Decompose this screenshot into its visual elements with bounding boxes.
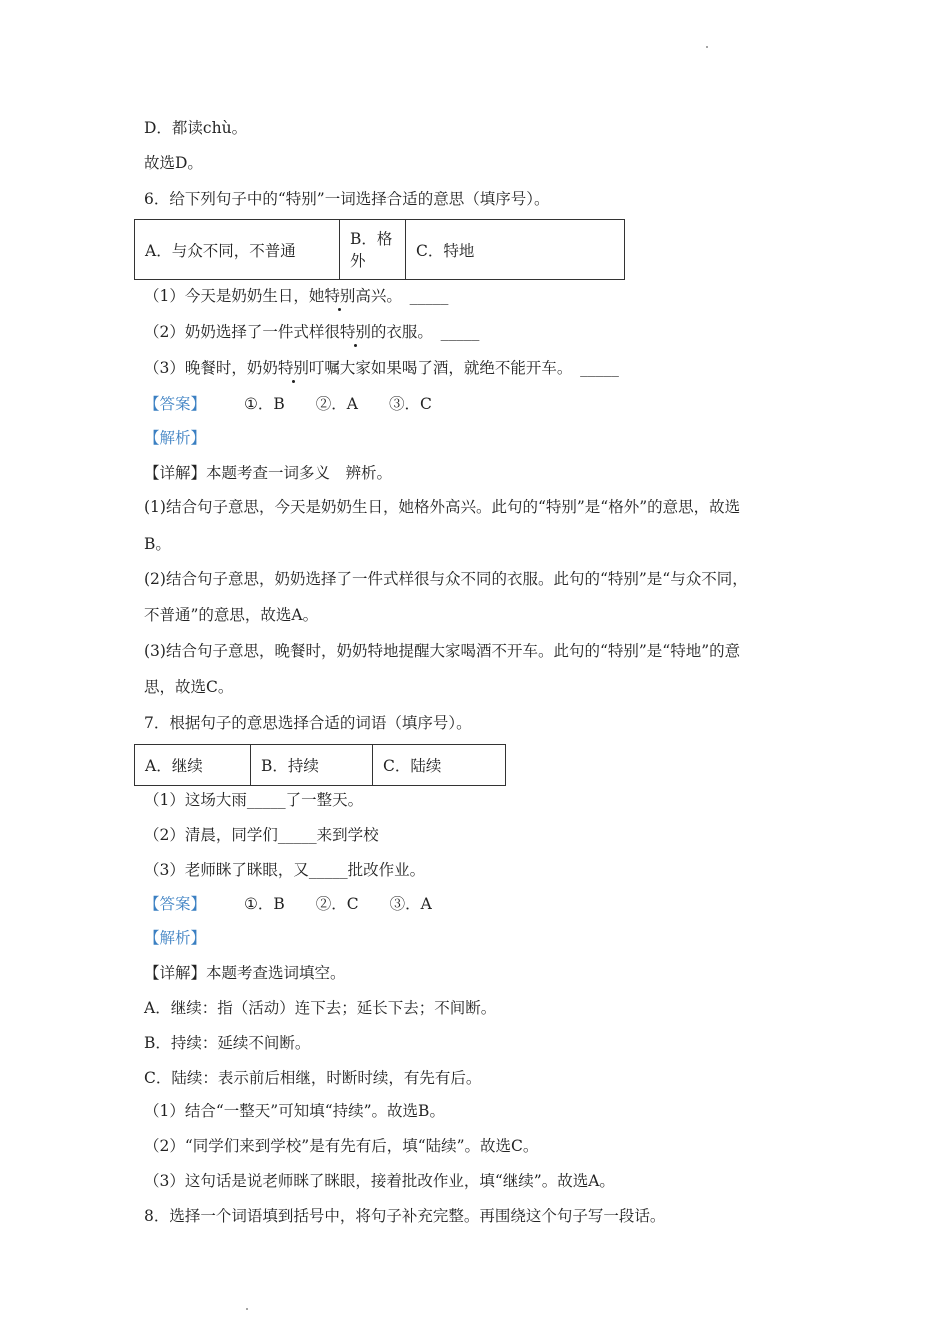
q6-sentence-1 (144, 286, 448, 306)
q7-answers: ①．B ②．C ③．A (244, 895, 432, 913)
q6-s2-pre: （2）奶奶选择了一件式样很 (144, 323, 340, 341)
q7-sentence-3: （3）老师眯了眯眼，又_____批改作业。 (144, 861, 426, 879)
question-7-options-table (134, 744, 506, 786)
q6-detail-6: (3)结合句子意思，晚餐时，奶奶特地提醒大家喝酒不开车。此句的“特别”是“特地”的意 (144, 642, 741, 660)
q6-detail-2: (1)结合句子意思，今天是奶奶生日，她格外高兴。此句的“特别”是“格外”的意思，故选 (144, 498, 741, 516)
q7-detail-6: （2）“同学们来到学校”是有先有后，填“陆续”。故选C。 (144, 1137, 539, 1155)
q6-detail-3: B。 (144, 535, 171, 553)
q6-analysis-tag: 【解析】 (144, 429, 207, 447)
q6-s2-emphasis: 特别 (339, 323, 371, 341)
q6-detail-7: 思，故选C。 (144, 678, 234, 696)
option-b-cell: B．格外 (340, 220, 406, 280)
question-8-title: 8．选择一个词语填到括号中，将句子补充完整。再围绕这个句子写一段话。 (144, 1207, 666, 1225)
option-c-cell: C．陆续 (373, 745, 506, 786)
q6-s1-emphasis: 特别 (324, 287, 356, 305)
question-6-options-table (134, 219, 625, 280)
q6-s3-emphasis: 特别 (277, 359, 309, 377)
q6-s1-post: 高兴。 _____ (355, 287, 449, 305)
q6-s3-post: 叮嘱大家如果喝了酒，就绝不能开车。 _____ (308, 359, 619, 377)
q7-detail-1: 【详解】本题考查选词填空。 (144, 964, 346, 982)
option-b-cell: B．持续 (251, 745, 373, 786)
q6-s1-pre: （1）今天是奶奶生日，她 (144, 287, 325, 305)
q6-detail-5: 不普通”的意思，故选A。 (144, 606, 319, 624)
q7-detail-3: B．持续：延续不间断。 (144, 1034, 311, 1052)
q6-s3-pre: （3）晚餐时，奶奶 (144, 359, 278, 377)
top-dot-mark (706, 46, 708, 48)
q7-detail-4: C．陆续：表示前后相继，时断时续，有先有后。 (144, 1069, 482, 1087)
q7-analysis-tag: 【解析】 (144, 929, 207, 947)
answer-tag: 【答案】 (144, 895, 207, 913)
q7-detail-7: （3）这句话是说老师眯了眯眼，接着批改作业，填“继续”。故选A。 (144, 1172, 615, 1190)
q6-sentence-3 (144, 358, 619, 378)
option-c-cell: C．特地 (406, 220, 625, 280)
q7-sentence-1: （1）这场大雨_____了一整天。 (144, 791, 364, 809)
question-7-title: 7．根据句子的意思选择合适的词语（填序号）。 (144, 714, 472, 732)
q7-detail-5: （1）结合“一整天”可知填“持续”。故选B。 (144, 1102, 445, 1120)
q6-s2-post: 的衣服。 _____ (370, 323, 480, 341)
bottom-dot-mark (246, 1308, 248, 1310)
option-a-cell: A．与众不同，不普通 (135, 220, 340, 280)
question-6-title: 6．给下列句子中的“特别”一词选择合适的意思（填序号）。 (144, 190, 550, 208)
answer-line: 故选D。 (144, 154, 203, 172)
q6-detail-4: (2)结合句子意思，奶奶选择了一件式样很与众不同的衣服。此句的“特别”是“与众不同， (144, 570, 748, 588)
q6-sentence-2 (144, 322, 479, 342)
q7-detail-2: A．继续：指（活动）连下去；延长下去；不间断。 (144, 999, 497, 1017)
q6-answer-line (144, 394, 432, 414)
q6-detail-1: 【详解】本题考查一词多义 辨析。 (144, 464, 393, 482)
q7-answer-line (144, 894, 432, 914)
option-a-cell: A．继续 (135, 745, 251, 786)
q7-sentence-2: （2）清晨，同学们_____来到学校 (144, 826, 379, 844)
option-d-line: D．都读chù。 (144, 119, 248, 137)
answer-tag: 【答案】 (144, 395, 207, 413)
q6-answers: ①．B ②．A ③．C (244, 395, 432, 413)
